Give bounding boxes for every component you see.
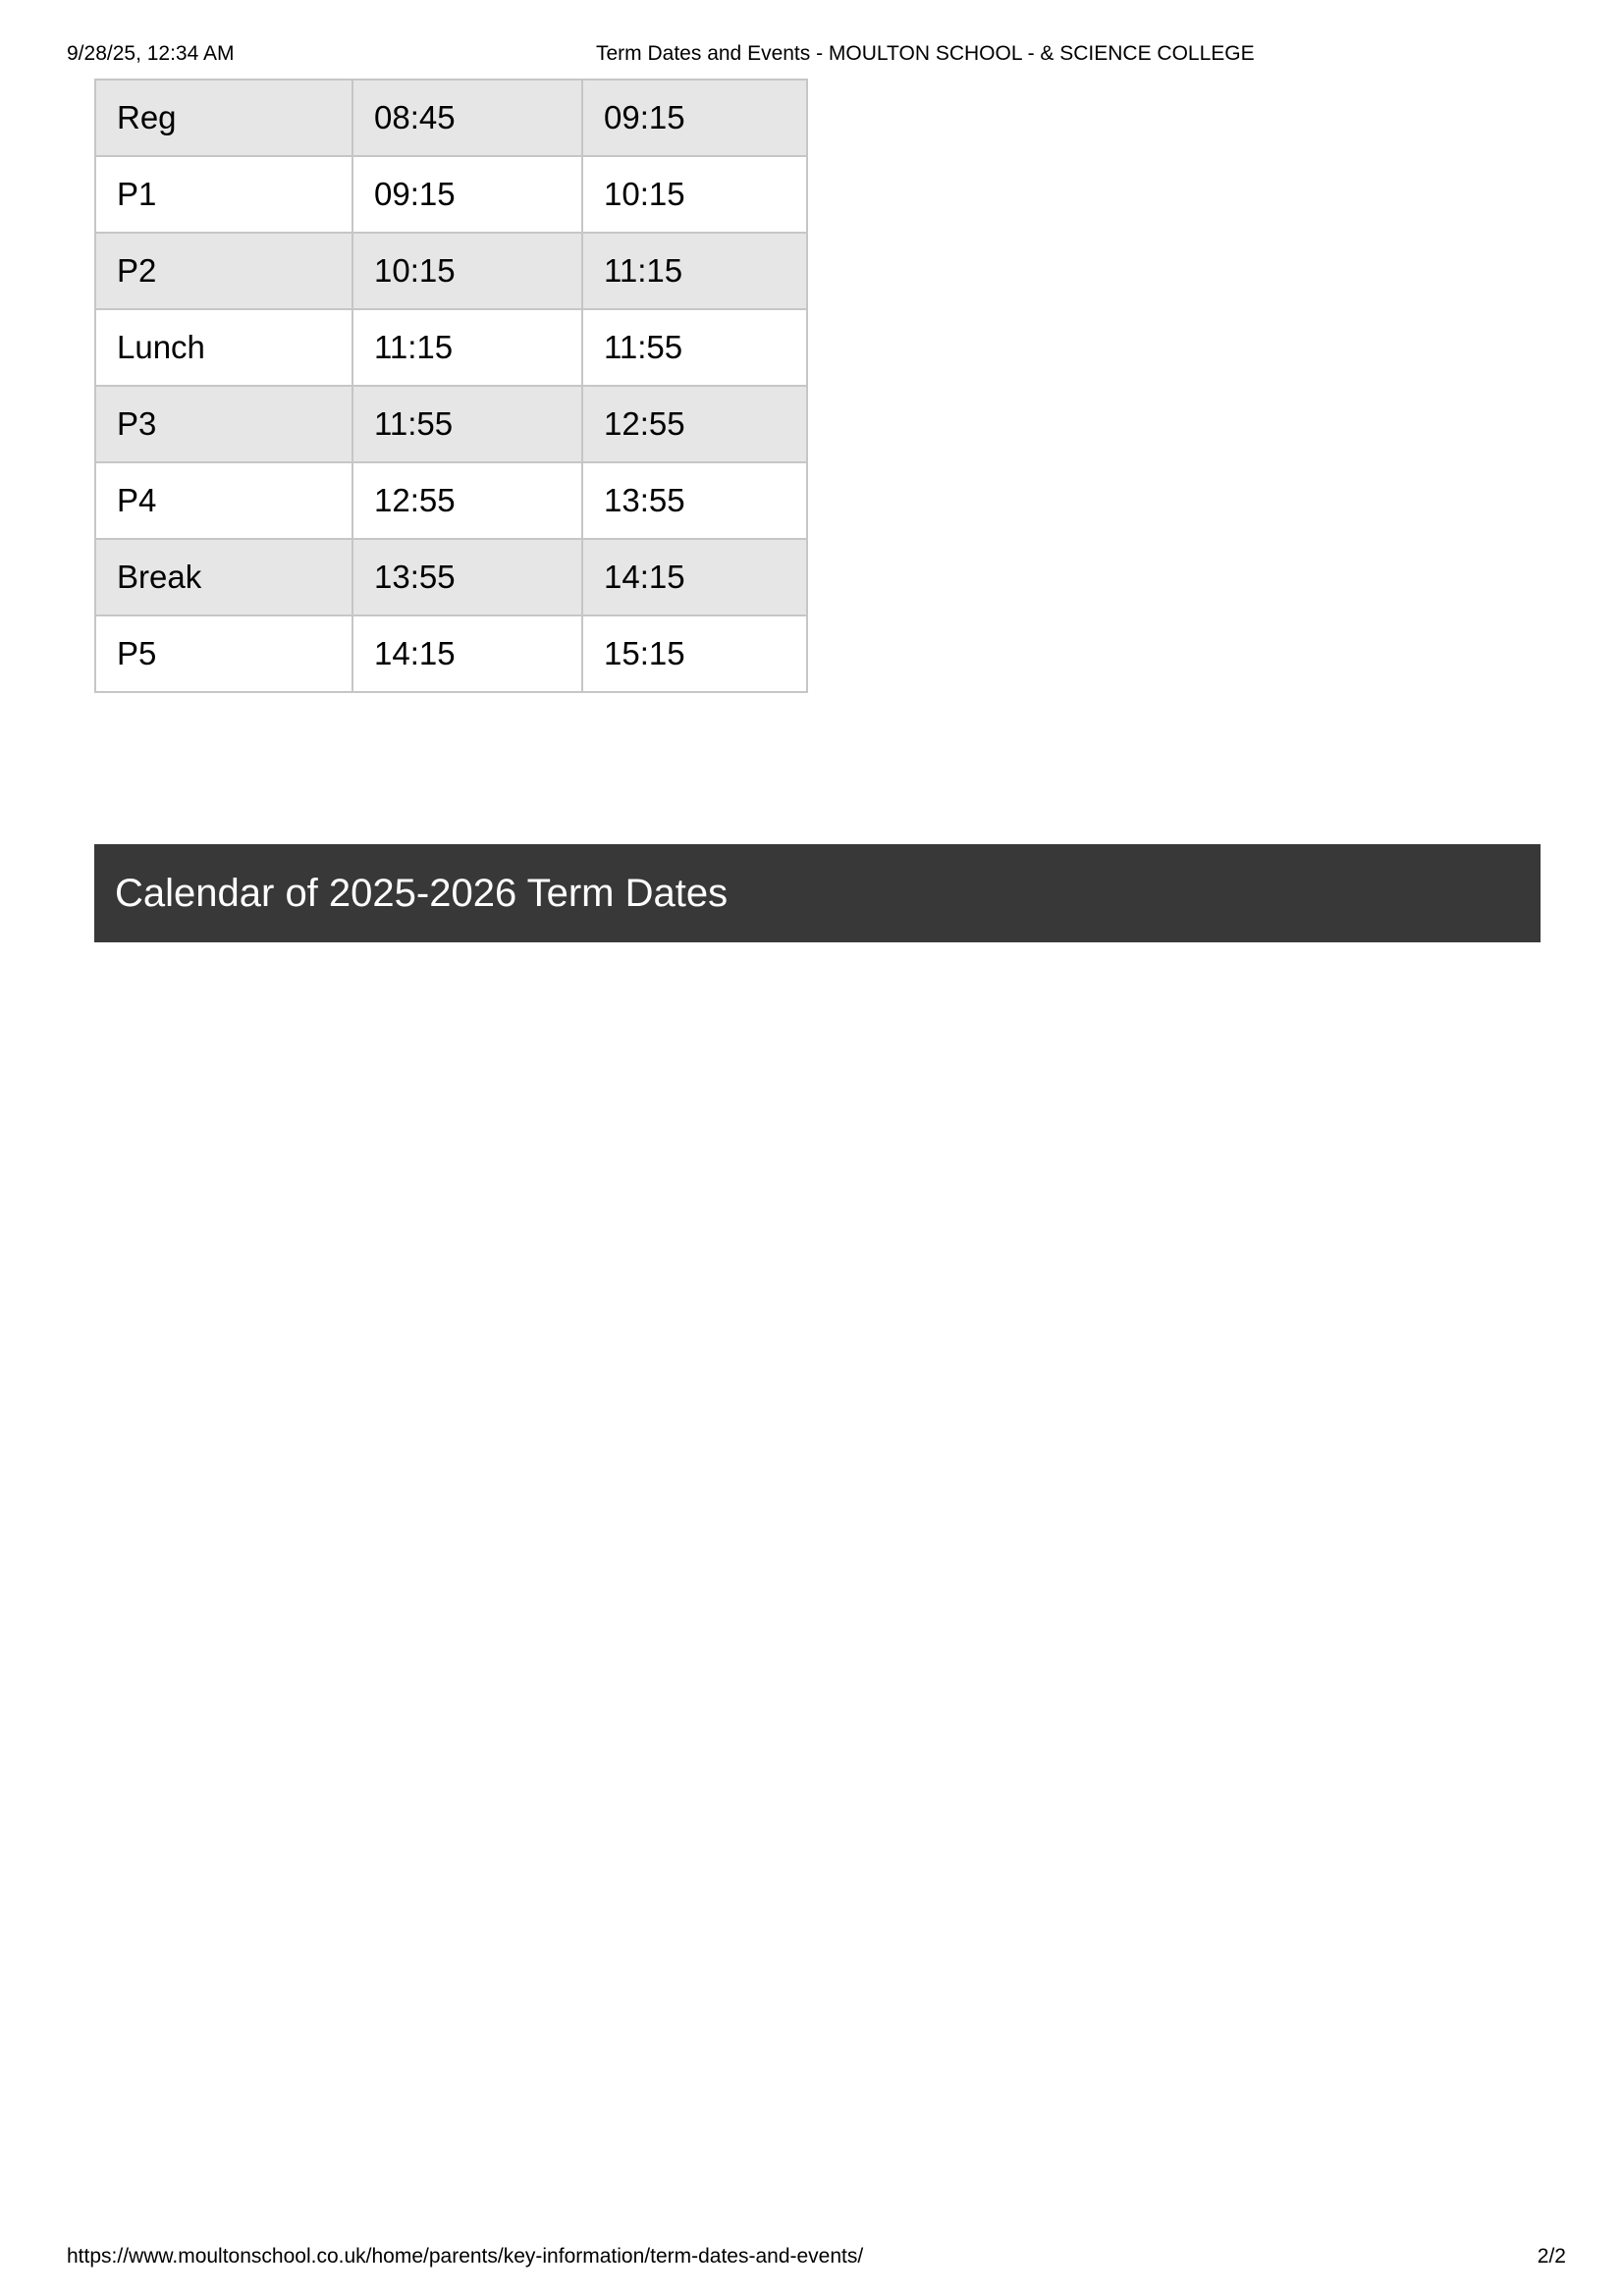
print-datetime: 9/28/25, 12:34 AM bbox=[67, 42, 235, 65]
period-start: 11:55 bbox=[352, 386, 582, 462]
period-end: 13:55 bbox=[582, 462, 807, 539]
school-day-timetable bbox=[94, 79, 808, 693]
table-row bbox=[95, 80, 807, 156]
print-page-number: 2/2 bbox=[1537, 2245, 1566, 2268]
period-start: 14:15 bbox=[352, 615, 582, 692]
table-row bbox=[95, 615, 807, 692]
period-end: 15:15 bbox=[582, 615, 807, 692]
period-start: 12:55 bbox=[352, 462, 582, 539]
table-row bbox=[95, 233, 807, 309]
calendar-section-header bbox=[94, 844, 1541, 942]
table-row bbox=[95, 539, 807, 615]
period-start: 11:15 bbox=[352, 309, 582, 386]
period-end: 09:15 bbox=[582, 80, 807, 156]
period-name: P5 bbox=[95, 615, 352, 692]
period-start: 09:15 bbox=[352, 156, 582, 233]
period-start: 08:45 bbox=[352, 80, 582, 156]
period-end: 14:15 bbox=[582, 539, 807, 615]
table-row bbox=[95, 386, 807, 462]
period-name: Break bbox=[95, 539, 352, 615]
table-row bbox=[95, 156, 807, 233]
period-name: Reg bbox=[95, 80, 352, 156]
period-end: 11:15 bbox=[582, 233, 807, 309]
print-page-title: Term Dates and Events - MOULTON SCHOOL - & SCIENCE COLLEGE bbox=[596, 42, 1255, 65]
period-start: 13:55 bbox=[352, 539, 582, 615]
print-page-url: https://www.moultonschool.co.uk/home/parents/key-information/term-dates-and-events/ bbox=[67, 2245, 864, 2268]
period-name: P3 bbox=[95, 386, 352, 462]
period-name: Lunch bbox=[95, 309, 352, 386]
period-name: P2 bbox=[95, 233, 352, 309]
table-row bbox=[95, 309, 807, 386]
period-name: P1 bbox=[95, 156, 352, 233]
period-end: 12:55 bbox=[582, 386, 807, 462]
calendar-section-title: Calendar of 2025-2026 Term Dates bbox=[115, 871, 729, 915]
period-end: 11:55 bbox=[582, 309, 807, 386]
table-row bbox=[95, 462, 807, 539]
period-end: 10:15 bbox=[582, 156, 807, 233]
period-name: P4 bbox=[95, 462, 352, 539]
period-start: 10:15 bbox=[352, 233, 582, 309]
